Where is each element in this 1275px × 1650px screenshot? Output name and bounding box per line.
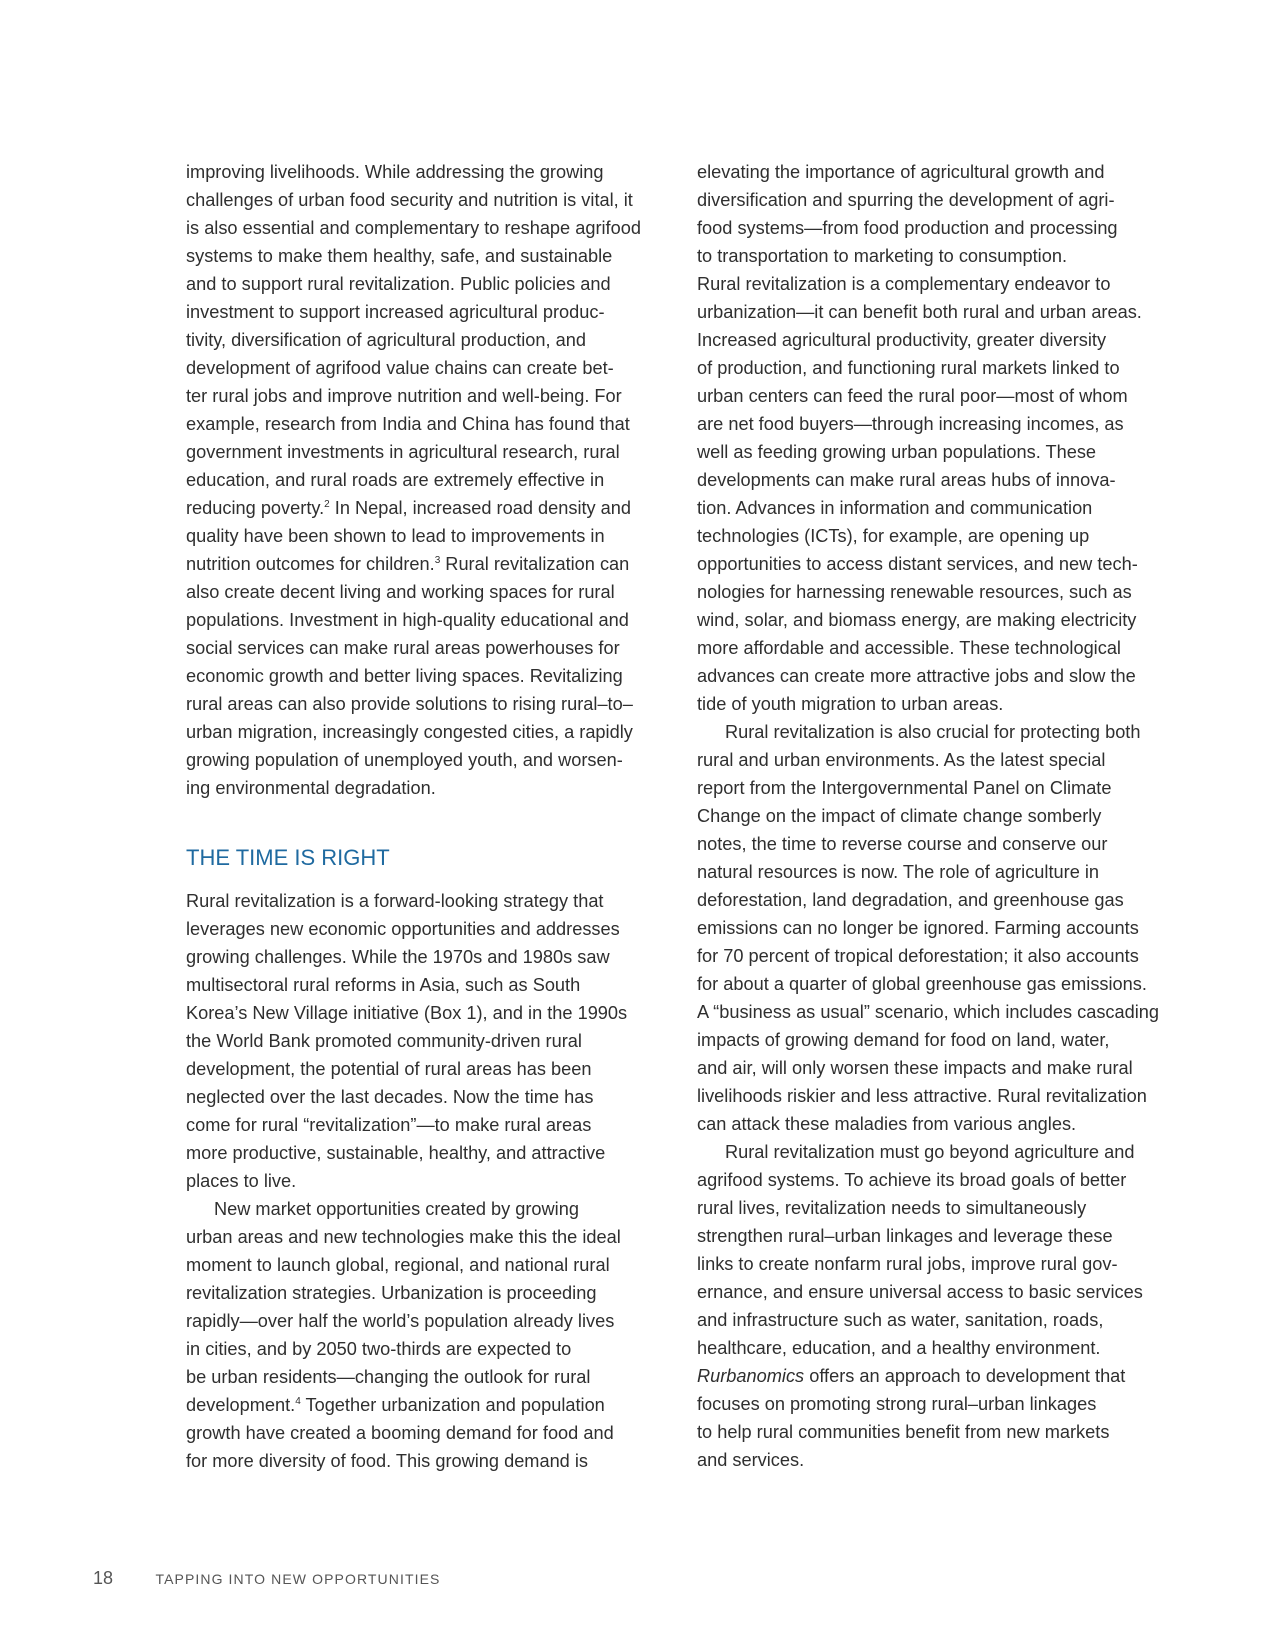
text-line: tion. Advances in information and communication xyxy=(697,498,1093,518)
text-line: be urban residents—changing the outlook for rural xyxy=(186,1367,591,1387)
text-line: the World Bank promoted community-driven rural xyxy=(186,1031,582,1051)
text-line: can attack these maladies from various angles. xyxy=(697,1114,1077,1134)
footnote-ref-2[interactable]: 2 xyxy=(324,499,330,510)
text-line: and to support rural revitalization. Public policies and xyxy=(186,274,611,294)
text-line: systems to make them healthy, safe, and sustainable xyxy=(186,246,613,266)
text-segment: Rural revitalization can xyxy=(440,554,630,574)
text-line: urban centers can feed the rural poor—most of whom xyxy=(697,386,1128,406)
text-line: leverages new economic opportunities and addresses xyxy=(186,919,620,939)
right-paragraph-3 xyxy=(697,1138,1177,1474)
text-line: impacts of growing demand for food on land, water, xyxy=(697,1030,1110,1050)
text-line: more productive, sustainable, healthy, and attractive xyxy=(186,1143,606,1163)
text-line: tivity, diversification of agricultural production, and xyxy=(186,330,586,350)
text-line: investment to support increased agricultural produc- xyxy=(186,302,605,322)
text-line: rapidly—over half the world’s population already lives xyxy=(186,1311,615,1331)
text-line: Rural revitalization is also crucial for protecting both xyxy=(725,722,1141,742)
text-line: places to live. xyxy=(186,1171,297,1191)
text-line: economic growth and better living spaces. Revitalizing xyxy=(186,666,623,686)
page-footer xyxy=(93,1568,440,1589)
text-line: growing challenges. While the 1970s and 1980s saw xyxy=(186,947,610,967)
text-segment: Together urbanization and population xyxy=(300,1395,605,1415)
section-heading: THE TIME IS RIGHT xyxy=(186,845,390,870)
text-line: Korea’s New Village initiative (Box 1), and in the 1990s xyxy=(186,1003,628,1023)
text-line: Rural revitalization is a complementary endeavor to xyxy=(697,274,1111,294)
text-line: agrifood systems. To achieve its broad goals of better xyxy=(697,1170,1127,1190)
text-line: multisectoral rural reforms in Asia, such as South xyxy=(186,975,581,995)
text-line: urbanization—it can benefit both rural and urban areas. xyxy=(697,302,1142,322)
text-line: example, research from India and China has found that xyxy=(186,414,630,434)
text-line: rural and urban environments. As the latest special xyxy=(697,750,1106,770)
text-line xyxy=(697,1362,1177,1390)
text-line: A “business as usual” scenario, which includes cascading xyxy=(697,1002,1160,1022)
text-line: ernance, and ensure universal access to basic services xyxy=(697,1282,1143,1302)
right-paragraph-2 xyxy=(697,718,1177,1138)
text-line: also create decent living and working spaces for rural xyxy=(186,582,615,602)
text-line: Increased agricultural productivity, greater diversity xyxy=(697,330,1107,350)
text-line: growth have created a booming demand for food and xyxy=(186,1423,614,1443)
page-number: 18 xyxy=(93,1568,114,1588)
text-segment: In Nepal, increased road density and xyxy=(329,498,632,518)
text-line: populations. Investment in high-quality educational and xyxy=(186,610,629,630)
text-line xyxy=(186,494,656,522)
text-line: ter rural jobs and improve nutrition and well-being. For xyxy=(186,386,622,406)
text-line: to help rural communities benefit from new markets xyxy=(697,1422,1110,1442)
text-segment: nutrition outcomes for children. xyxy=(186,554,435,574)
text-segment: development. xyxy=(186,1395,296,1415)
text-line: links to create nonfarm rural jobs, improve rural gov- xyxy=(697,1254,1118,1274)
text-segment: reducing poverty. xyxy=(186,498,325,518)
text-line: deforestation, land degradation, and greenhouse gas xyxy=(697,890,1124,910)
text-line: notes, the time to reverse course and conserve our xyxy=(697,834,1108,854)
text-line: elevating the importance of agricultural growth and xyxy=(697,162,1105,182)
footnote-ref-3[interactable]: 3 xyxy=(434,555,441,566)
text-line: wind, solar, and biomass energy, are making electricity xyxy=(697,610,1137,630)
text-line: government investments in agricultural research, rural xyxy=(186,442,620,462)
text-line: development of agrifood value chains can create bet- xyxy=(186,358,614,378)
text-line: social services can make rural areas powerhouses for xyxy=(186,638,620,658)
text-line: rural areas can also provide solutions to rising rural–to– xyxy=(186,694,633,714)
text-line: well as feeding growing urban populations. These xyxy=(697,442,1097,462)
book-title: Rurbanomics xyxy=(697,1366,805,1386)
text-line: for 70 percent of tropical deforestation; it also accounts xyxy=(697,946,1139,966)
text-line: developments can make rural areas hubs of innova- xyxy=(697,470,1116,490)
text-line: improving livelihoods. While addressing the growing xyxy=(186,162,604,182)
text-line: neglected over the last decades. Now the time has xyxy=(186,1087,594,1107)
text-line: nologies for harnessing renewable resources, such as xyxy=(697,582,1132,602)
text-line: for more diversity of food. This growing demand is xyxy=(186,1451,588,1471)
text-line: focuses on promoting strong rural–urban linkages xyxy=(697,1394,1097,1414)
right-paragraph-1 xyxy=(697,158,1177,718)
text-line: come for rural “revitalization”—to make rural areas xyxy=(186,1115,592,1135)
text-line: to transportation to marketing to consumption. xyxy=(697,246,1068,266)
running-title: TAPPING INTO NEW OPPORTUNITIES xyxy=(155,1571,441,1587)
left-paragraph-2 xyxy=(186,887,656,1195)
text-line: more affordable and accessible. These technological xyxy=(697,638,1121,658)
text-line: ing environmental degradation. xyxy=(186,778,436,798)
text-line: and infrastructure such as water, sanitation, roads, xyxy=(697,1310,1104,1330)
text-line: revitalization strategies. Urbanization is proceeding xyxy=(186,1283,597,1303)
text-line: of production, and functioning rural markets linked to xyxy=(697,358,1120,378)
text-line: and services. xyxy=(697,1450,805,1470)
left-paragraph-3 xyxy=(186,1195,656,1475)
text-line: food systems—from food production and processing xyxy=(697,218,1118,238)
footnote-ref-4[interactable]: 4 xyxy=(295,1396,301,1407)
text-line: Change on the impact of climate change somberly xyxy=(697,806,1102,826)
text-line: Rural revitalization must go beyond agriculture and xyxy=(725,1142,1135,1162)
text-line: New market opportunities created by growing xyxy=(214,1199,579,1219)
text-line: report from the Intergovernmental Panel on Climate xyxy=(697,778,1112,798)
text-line: technologies (ICTs), for example, are opening up xyxy=(697,526,1090,546)
left-paragraph-1 xyxy=(186,158,656,802)
text-line: urban migration, increasingly congested cities, a rapidly xyxy=(186,722,633,742)
text-line: rural lives, revitalization needs to simultaneously xyxy=(697,1198,1087,1218)
text-line: quality have been shown to lead to improvements in xyxy=(186,526,605,546)
text-line: diversification and spurring the development of agri- xyxy=(697,190,1115,210)
text-line: healthcare, education, and a healthy environment. xyxy=(697,1338,1101,1358)
text-line: growing population of unemployed youth, and worsen- xyxy=(186,750,623,770)
text-line: emissions can no longer be ignored. Farming accounts xyxy=(697,918,1139,938)
text-line: livelihoods riskier and less attractive. Rural revitalization xyxy=(697,1086,1147,1106)
text-line: moment to launch global, regional, and national rural xyxy=(186,1255,610,1275)
left-column xyxy=(186,158,656,1475)
text-line: Rural revitalization is a forward-looking strategy that xyxy=(186,891,604,911)
text-segment: offers an approach to development that xyxy=(804,1366,1126,1386)
text-line xyxy=(186,1391,656,1419)
text-line: are net food buyers—through increasing incomes, as xyxy=(697,414,1124,434)
text-line: for about a quarter of global greenhouse gas emissions. xyxy=(697,974,1147,994)
text-line xyxy=(186,550,656,578)
right-column xyxy=(697,158,1177,1474)
text-line: development, the potential of rural areas has been xyxy=(186,1059,592,1079)
text-line: and air, will only worsen these impacts and make rural xyxy=(697,1058,1133,1078)
text-line: challenges of urban food security and nutrition is vital, it xyxy=(186,190,633,210)
text-line: strengthen rural–urban linkages and leverage these xyxy=(697,1226,1113,1246)
text-line: natural resources is now. The role of agriculture in xyxy=(697,862,1100,882)
text-line: education, and rural roads are extremely effective in xyxy=(186,470,605,490)
text-line: in cities, and by 2050 two-thirds are expected to xyxy=(186,1339,572,1359)
text-line: is also essential and complementary to reshape agrifood xyxy=(186,218,641,238)
text-line: opportunities to access distant services, and new tech- xyxy=(697,554,1138,574)
text-line: tide of youth migration to urban areas. xyxy=(697,694,1004,714)
text-line: advances can create more attractive jobs and slow the xyxy=(697,666,1136,686)
text-line: urban areas and new technologies make this the ideal xyxy=(186,1227,621,1247)
